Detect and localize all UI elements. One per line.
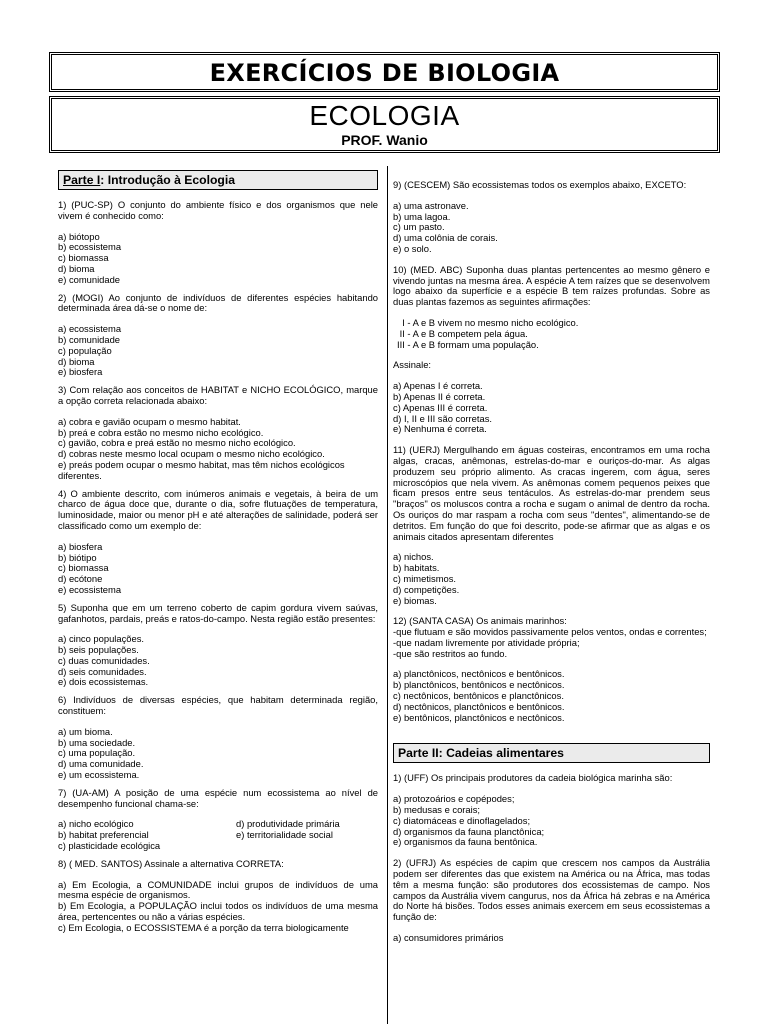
question-options bbox=[393, 794, 710, 848]
option: d) ecótone bbox=[58, 573, 103, 585]
question-items bbox=[393, 627, 710, 659]
option: d) nectônicos, planctônicos e bentônicos. bbox=[393, 700, 565, 712]
question-options bbox=[393, 381, 710, 435]
option: d) bioma bbox=[58, 262, 95, 274]
question-options bbox=[58, 324, 378, 378]
part2-question-1 bbox=[393, 773, 710, 848]
option: d) uma colônia de corais. bbox=[393, 232, 498, 244]
item: -que flutuam e são movidos passivamente pelos ventos, ondas e correntes; bbox=[393, 626, 707, 638]
question-stem: 1) (PUC-SP) O conjunto do ambiente físico e dos organismos que nele vivem é conhecido como: bbox=[58, 199, 378, 221]
part1-title: : Introdução à Ecologia bbox=[100, 173, 236, 187]
question-stem: 4) O ambiente descrito, com inúmeros animais e vegetais, à beira de um charco de água doce que, durante o dia, sofre flutuações de temperatura, luminosidade, maior ou menor pH e até alterações de salinidade, poderá ser classificado como um exemplo de: bbox=[58, 487, 378, 531]
question-12 bbox=[393, 616, 710, 723]
option: c) nectônicos, bentônicos e planctônicos. bbox=[393, 690, 564, 702]
option: b) uma sociedade. bbox=[58, 736, 136, 748]
option: e) bentônicos, planctônicos e nectônicos. bbox=[393, 711, 565, 723]
option: c) gavião, cobra e preá estão no mesmo nicho ecológico. bbox=[58, 437, 296, 449]
option: d) produtividade primária bbox=[236, 818, 340, 830]
affirmation: I - A e B vivem no mesmo nicho ecológico. bbox=[397, 316, 579, 328]
option: e) Nenhuma é correta. bbox=[393, 423, 487, 435]
question-stem: 5) Suponha que em um terreno coberto de capim gordura vivem saúvas, gafanhotos, pardais, preás e ratos-do-campo. Nesta região estão presentes: bbox=[58, 601, 378, 624]
option: c) plasticidade ecológica bbox=[58, 840, 161, 852]
option: e) um ecossistema. bbox=[58, 769, 140, 781]
option: a) Em Ecologia, a COMUNIDADE inclui grupos de indivíduos de uma mesma espécie de organismos. bbox=[58, 878, 378, 901]
option: a) uma astronave. bbox=[393, 199, 469, 211]
affirmations bbox=[393, 318, 710, 350]
right-column bbox=[393, 166, 710, 951]
option: c) mimetismos. bbox=[393, 572, 457, 584]
option: d) uma comunidade. bbox=[58, 758, 144, 770]
option: a) biosfera bbox=[58, 540, 103, 552]
option: c) duas comunidades. bbox=[58, 654, 150, 666]
option: e) biomas. bbox=[393, 594, 437, 606]
option: b) habitat preferencial bbox=[58, 829, 149, 841]
option: a) biótopo bbox=[58, 230, 100, 242]
question-options bbox=[58, 727, 378, 781]
question-stem: 2) (UFRJ) As espécies de capim que crescem nos campos da Austrália podem ser diferentes das que existem na América ou na África, mas todas têm a mesma função: são produtores dos ecossistemas de campo. Nos campos da Austrália vivem cangurus, nos da África há zebras e na América do Norte há bisões. Todos esses animais exercem em seus ecossistemas a função de: bbox=[393, 857, 710, 923]
option: a) cinco populações. bbox=[58, 633, 144, 645]
part1-prefix: Parte I bbox=[63, 173, 101, 187]
option: b) Apenas II é correta. bbox=[393, 390, 486, 402]
option: b) ecossistema bbox=[58, 241, 122, 253]
subject-box bbox=[49, 96, 720, 153]
option: a) ecossistema bbox=[58, 323, 122, 335]
option: a) protozoários e copépodes; bbox=[393, 793, 515, 805]
option: e) o solo. bbox=[393, 242, 432, 254]
question-7 bbox=[58, 788, 378, 852]
question-11 bbox=[393, 445, 710, 606]
subject-title: ECOLOGIA bbox=[309, 100, 460, 131]
question-options bbox=[58, 880, 378, 934]
part1-heading bbox=[58, 170, 378, 190]
option: e) comunidade bbox=[58, 273, 121, 285]
left-question-list bbox=[58, 200, 378, 781]
question-6 bbox=[58, 695, 378, 781]
question-stem: 7) (UA-AM) A posição de uma espécie num ecossistema ao nível de desempenho funcional chama-se: bbox=[58, 786, 378, 809]
left-column bbox=[58, 166, 378, 941]
part2-question-2 bbox=[393, 858, 710, 944]
option: b) Em Ecologia, a POPULAÇÃO inclui todos os indivíduos de uma mesma área, pertencentes ou não a várias espécies. bbox=[58, 900, 378, 923]
question-stem: 1) (UFF) Os principais produtores da cadeia biológica marinha são: bbox=[393, 772, 673, 784]
option: a) nicho ecológico bbox=[58, 818, 134, 830]
option: a) nichos. bbox=[393, 551, 434, 563]
question-options bbox=[58, 819, 378, 851]
option: c) uma população. bbox=[58, 747, 136, 759]
option: c) Em Ecologia, o ECOSSISTEMA é a porção da terra biologicamente bbox=[58, 921, 349, 933]
option: d) I, II e III são corretas. bbox=[393, 412, 492, 424]
option: b) preá e cobra estão no mesmo nicho ecológico. bbox=[58, 426, 264, 438]
page-title: EXERCÍCIOS DE BIOLOGIA bbox=[209, 59, 560, 87]
option: d) organismos da fauna planctônica; bbox=[393, 825, 545, 837]
question-4 bbox=[58, 489, 378, 596]
option: c) diatomáceas e dinoflagelados; bbox=[393, 814, 531, 826]
option: c) população bbox=[58, 344, 112, 356]
option: d) bioma bbox=[58, 355, 95, 367]
option: d) cobras neste mesmo local ocupam o mesmo nicho ecológico. bbox=[58, 448, 325, 460]
option: e) ecossistema bbox=[58, 583, 122, 595]
item: -que são restritos ao fundo. bbox=[393, 647, 508, 659]
question-stem: 10) (MED. ABC) Suponha duas plantas pertencentes ao mesmo gênero e vivendo juntas na mesma área. A espécie A tem raízes que se desenvolvem logo abaixo da superfície e a espécie B tem raízes profundas. Sobre as duas plantas fazemos as seguintes afirmações: bbox=[393, 263, 710, 308]
option: a) planctônicos, nectônicos e bentônicos. bbox=[393, 668, 565, 680]
question-options bbox=[58, 542, 378, 596]
option: e) biosfera bbox=[58, 366, 103, 378]
question-stem: 9) (CESCEM) São ecossistemas todos os exemplos abaixo, EXCETO: bbox=[393, 179, 687, 190]
question-9 bbox=[393, 180, 710, 255]
question-options bbox=[393, 552, 710, 606]
affirmation: III - A e B formam uma população. bbox=[397, 338, 539, 350]
title-box bbox=[49, 52, 720, 92]
option: c) um pasto. bbox=[393, 221, 445, 233]
option: b) comunidade bbox=[58, 333, 121, 345]
question-1 bbox=[58, 200, 378, 286]
question-stem: 3) Com relação aos conceitos de HABITAT e NICHO ECOLÓGICO, marque a opção correta relacionada abaixo: bbox=[58, 384, 378, 406]
question-2 bbox=[58, 293, 378, 379]
option: b) medusas e corais; bbox=[393, 804, 481, 816]
question-8 bbox=[58, 859, 378, 934]
option: e) dois ecossistemas. bbox=[58, 676, 149, 688]
option: c) Apenas III é correta. bbox=[393, 401, 488, 413]
option: a) cobra e gavião ocupam o mesmo habitat. bbox=[58, 415, 241, 427]
option: b) seis populações. bbox=[58, 644, 139, 656]
item: -que nadam livremente por atividade própria; bbox=[393, 636, 580, 648]
option: e) preás podem ocupar o mesmo habitat, mas têm nichos ecológicos diferentes. bbox=[58, 458, 345, 481]
column-divider bbox=[387, 166, 388, 1024]
question-stem: 12) (SANTA CASA) Os animais marinhos: bbox=[393, 615, 567, 627]
teacher-name: PROF. Wanio bbox=[341, 132, 428, 148]
option: a) Apenas I é correta. bbox=[393, 380, 483, 392]
question-5 bbox=[58, 603, 378, 689]
option: d) seis comunidades. bbox=[58, 665, 147, 677]
question-options bbox=[393, 201, 710, 255]
option: c) biomassa bbox=[58, 562, 109, 574]
question-options bbox=[58, 634, 378, 688]
option: a) um bioma. bbox=[58, 725, 113, 737]
option: b) biótipo bbox=[58, 551, 97, 563]
option: b) planctônicos, bentônicos e nectônicos. bbox=[393, 679, 565, 691]
part2-heading: Parte II: Cadeias alimentares bbox=[393, 743, 710, 763]
question-options bbox=[58, 232, 378, 286]
option: b) uma lagoa. bbox=[393, 210, 451, 222]
question-3 bbox=[58, 385, 378, 481]
option: e) territorialidade social bbox=[236, 829, 333, 841]
question-stem: 2) (MOGI) Ao conjunto de indivíduos de diferentes espécies habitando determinada área dá-se o nome de: bbox=[58, 291, 378, 314]
question-options bbox=[393, 669, 710, 723]
question-stem: 11) (UERJ) Mergulhando em águas costeiras, encontramos em uma rocha algas, cracas, anêmonas, estrelas-do-mar e ouriços-do-mar. As algas produzem seu próprio alimento. As cracas ingerem, com água, seres microscópios que nela vivem. As anêmonas comem pequenos peixes que ficam presos entre seus tentáculos. As estrelas-do-mar prendem seus "braços" os moluscos contra a rocha e sugam o animal de dentro da rocha. Os ouriços do mar raspam a rocha com seus "dentes", alimentando-se de detritos. Em função do que foi descrito, pode-se afirmar que as algas e os animais citados apresentam diferentes bbox=[393, 444, 710, 542]
assinale-prompt: Assinale: bbox=[393, 359, 432, 371]
affirmation: II - A e B competem pela água. bbox=[397, 327, 528, 339]
option: c) biomassa bbox=[58, 252, 109, 264]
question-stem: 8) ( MED. SANTOS) Assinale a alternativa CORRETA: bbox=[58, 857, 284, 869]
question-10 bbox=[393, 265, 710, 435]
option: b) habitats. bbox=[393, 562, 440, 574]
question-options bbox=[58, 417, 378, 482]
option: e) organismos da fauna bentônica. bbox=[393, 836, 538, 848]
option: a) consumidores primários bbox=[393, 932, 504, 944]
option: d) competições. bbox=[393, 583, 460, 595]
question-stem: 6) Indivíduos de diversas espécies, que habitam determinada região, constituem: bbox=[58, 694, 378, 717]
